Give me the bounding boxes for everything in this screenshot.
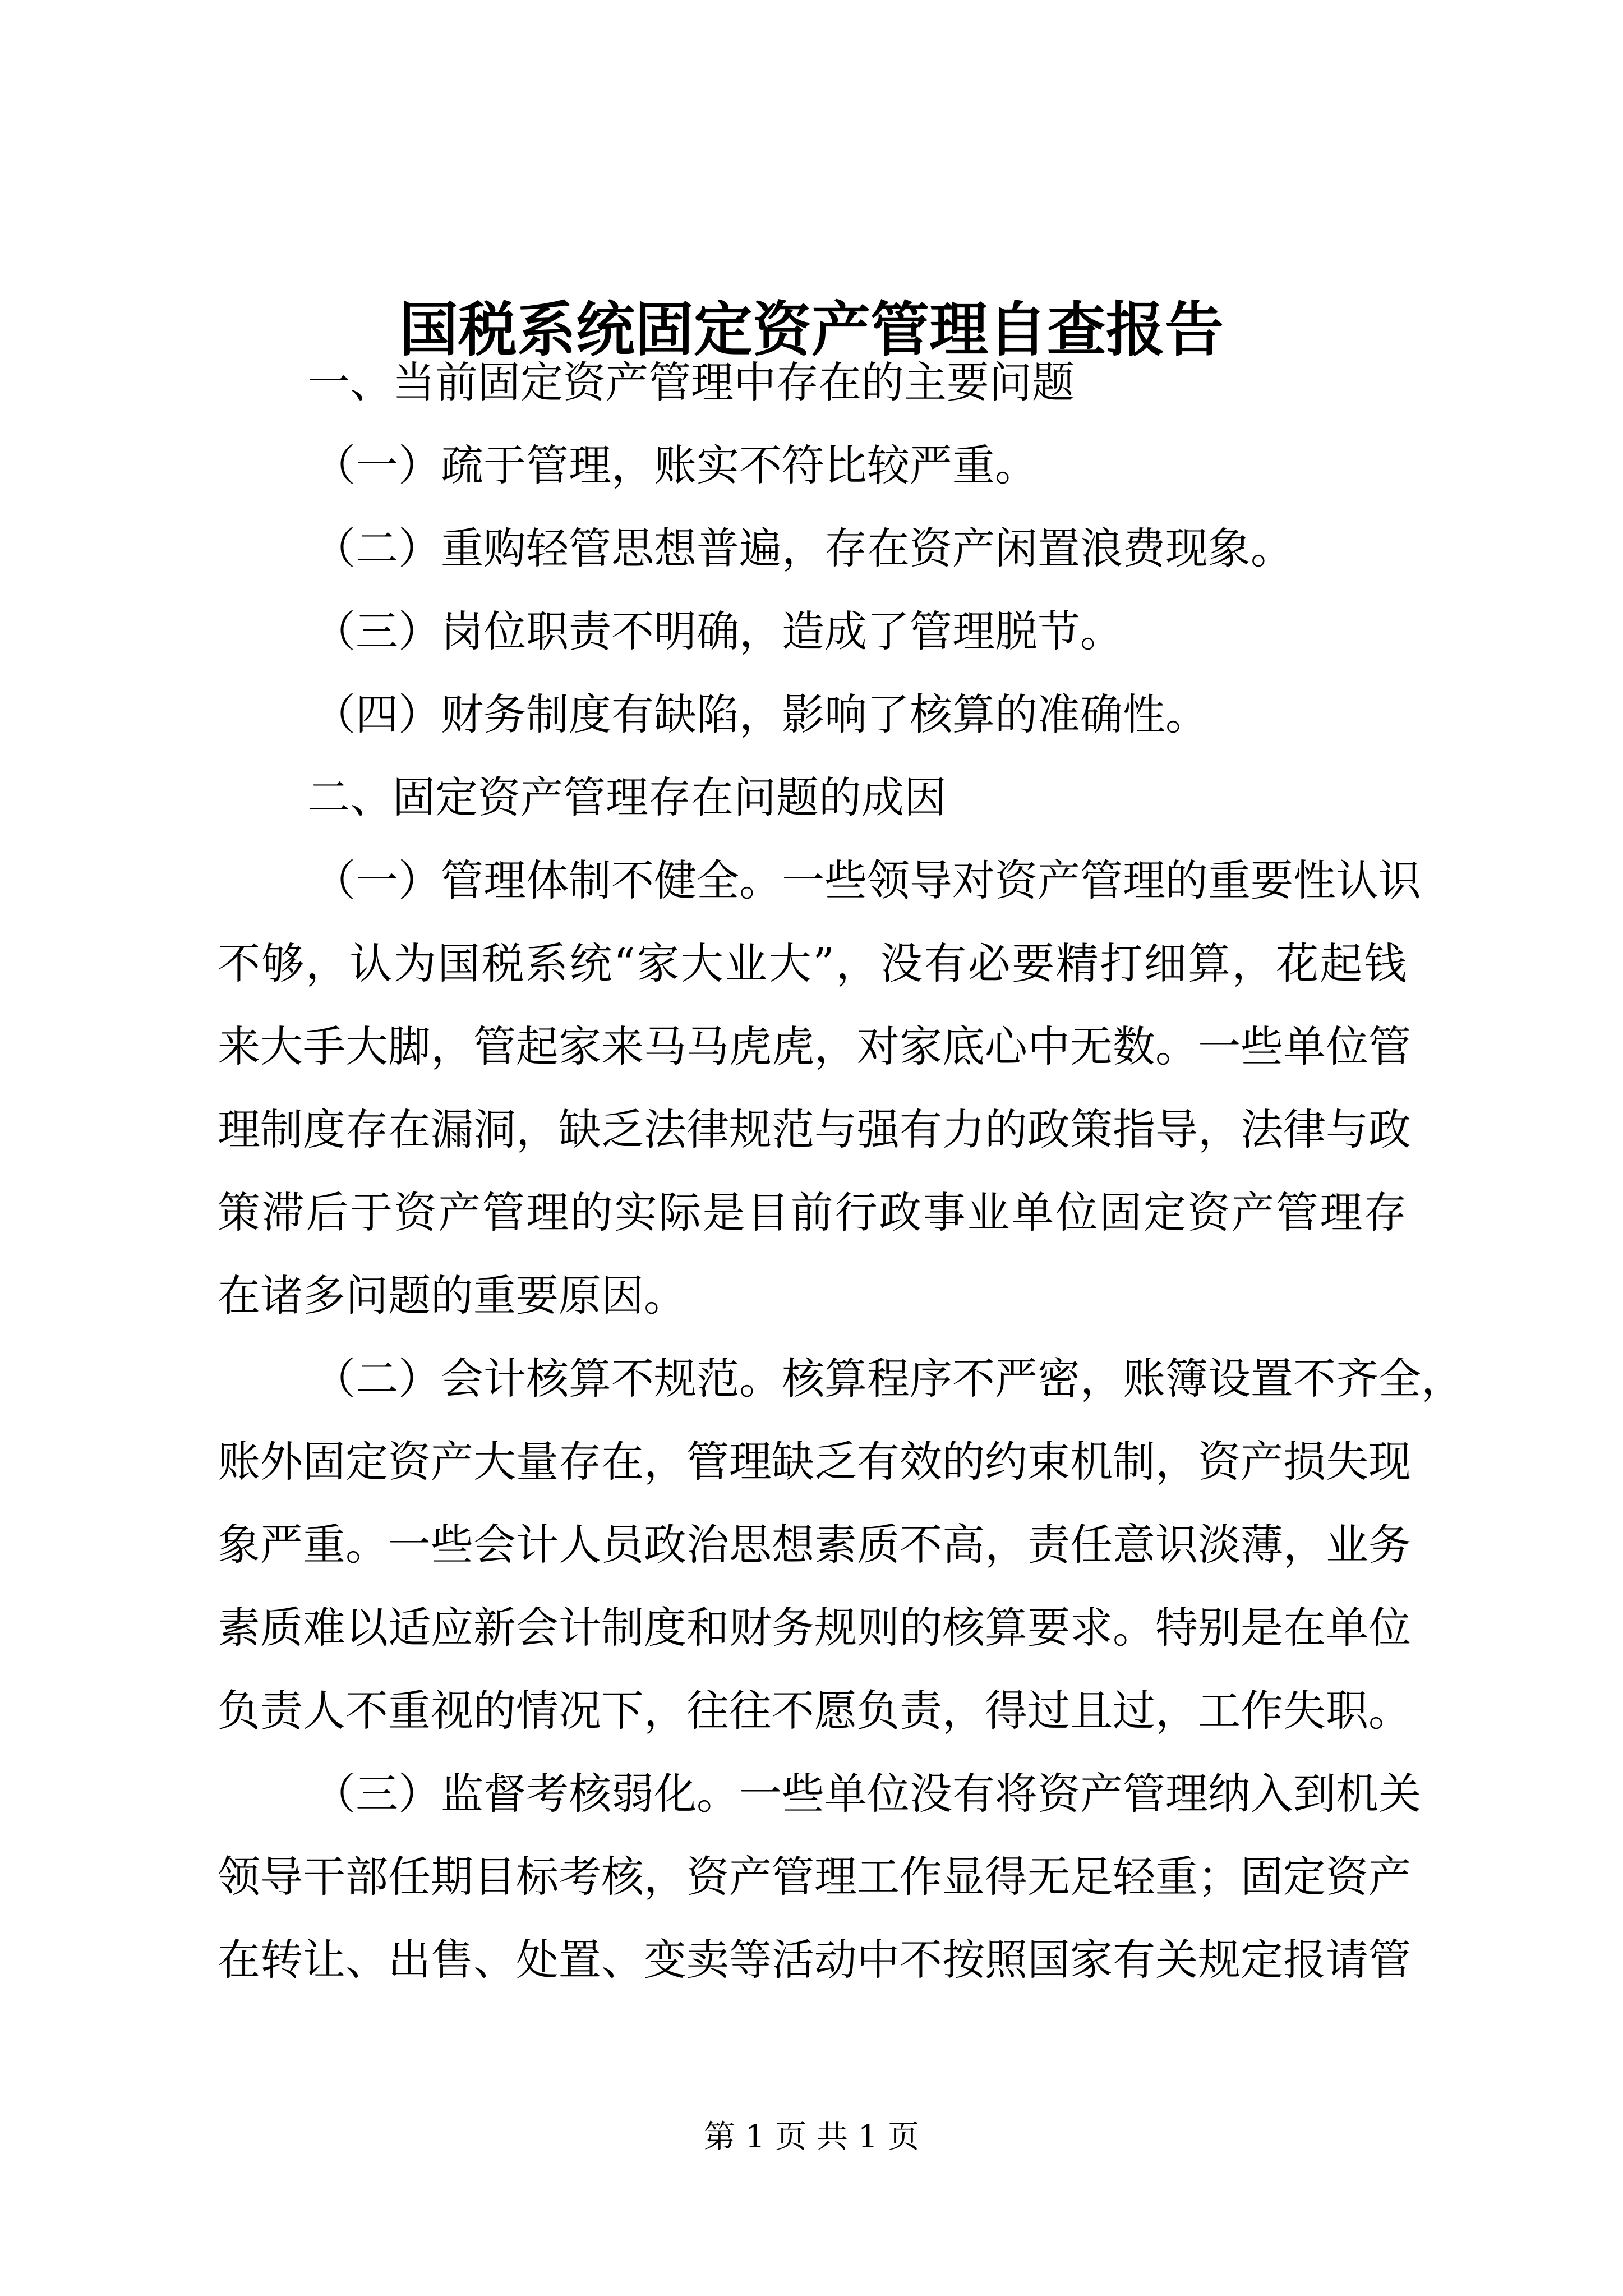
page-footer: 第 1 页 共 1 页 bbox=[703, 2119, 920, 2155]
paragraph-line: 策滞后于资产管理的实际是目前行政事业单位固定资产管理存 bbox=[218, 1188, 1407, 1237]
paragraph-line: 象严重。一些会计人员政治思想素质不高，责任意识淡薄，业务 bbox=[218, 1520, 1411, 1570]
paragraph-line: 理制度存在漏洞，缺乏法律规范与强有力的政策指导，法律与政 bbox=[218, 1105, 1411, 1154]
paragraph-line: 账外固定资产大量存在，管理缺乏有效的约束机制，资产损失现 bbox=[218, 1437, 1411, 1487]
section-heading-2: 二、固定资产管理存在问题的成因 bbox=[307, 772, 947, 822]
paragraph-line: 不够，认为国税系统“家大业大”，没有必要精打细算，花起钱 bbox=[218, 938, 1407, 988]
paragraph-line: 素质难以适应新会计制度和财务规则的核算要求。特别是在单位 bbox=[218, 1603, 1411, 1653]
paragraph-line: （二）会计核算不规范。核算程序不严密，账簿设置不齐全， bbox=[313, 1354, 1464, 1404]
paragraph-line: 领导干部任期目标考核，资产管理工作显得无足轻重；固定资产 bbox=[218, 1852, 1411, 1902]
paragraph-line: 在转让、出售、处置、变卖等活动中不按照国家有关规定报请管 bbox=[218, 1935, 1411, 1985]
paragraph-line: （一）管理体制不健全。一些领导对资产管理的重要性认识 bbox=[313, 855, 1421, 905]
document-title: 国税系统固定资产管理自查报告 bbox=[399, 295, 1224, 364]
paragraph-line: （三）监督考核弱化。一些单位没有将资产管理纳入到机关 bbox=[313, 1769, 1421, 1819]
list-item-1-1: （一）疏于管理，账实不符比较严重。 bbox=[313, 440, 1038, 490]
paragraph-line: 负责人不重视的情况下，往往不愿负责，得过且过，工作失职。 bbox=[218, 1686, 1411, 1736]
paragraph-line: 来大手大脚，管起家来马马虎虎，对家底心中无数。一些单位管 bbox=[218, 1022, 1411, 1071]
paragraph-line: 在诸多问题的重要原因。 bbox=[218, 1271, 686, 1320]
list-item-1-4: （四）财务制度有缺陷，影响了核算的准确性。 bbox=[313, 689, 1208, 739]
section-heading-1: 一、当前固定资产管理中存在的主要问题 bbox=[307, 357, 1075, 407]
list-item-1-2: （二）重购轻管思想普遍，存在资产闲置浪费现象。 bbox=[313, 523, 1293, 573]
list-item-1-3: （三）岗位职责不明确，造成了管理脱节。 bbox=[313, 606, 1123, 656]
